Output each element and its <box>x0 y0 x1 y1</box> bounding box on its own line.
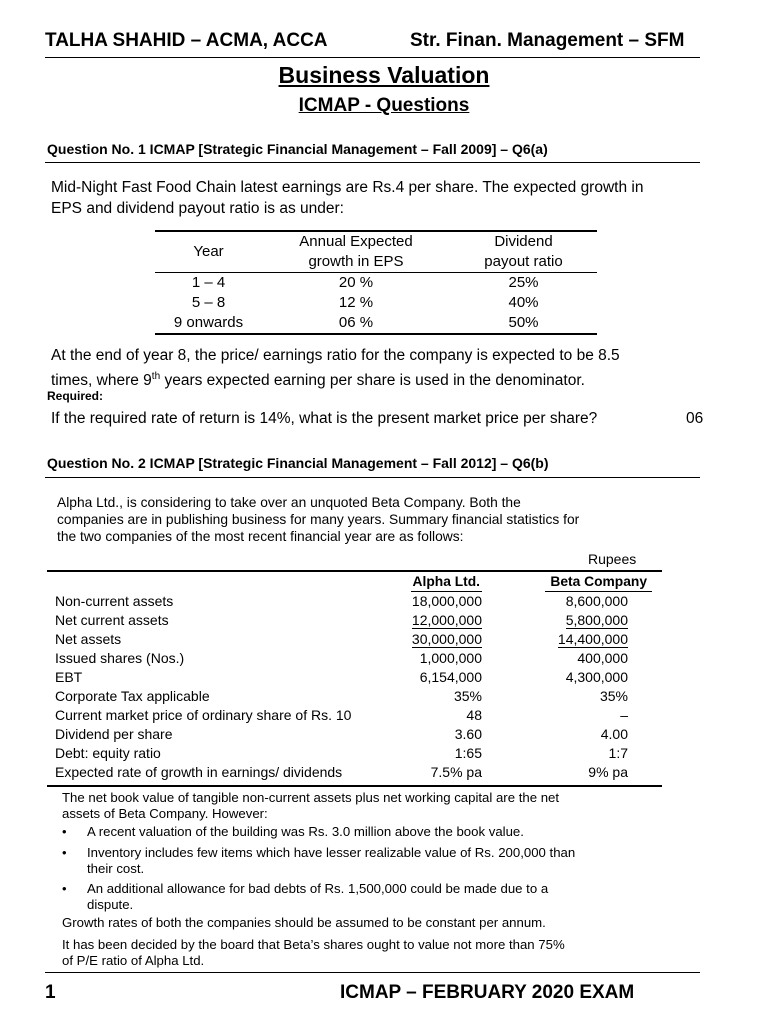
q1-year: 9 onwards <box>173 314 244 331</box>
q2-board-note <box>62 937 565 969</box>
bullet-text-cont: dispute. <box>87 897 134 912</box>
q1-table <box>155 230 597 335</box>
q2-alpha-value: 35% <box>453 688 482 704</box>
table-row <box>55 706 652 725</box>
list-item <box>87 881 548 913</box>
q1-growth: 12 % <box>338 294 374 311</box>
q1-heading: Question No. 1 ICMAP [Strategic Financial Management – Fall 2009] – Q6(a) <box>47 141 548 157</box>
header-author: TALHA SHAHID – ACMA, ACCA <box>45 30 328 51</box>
footer-exam: ICMAP – FEBRUARY 2020 EXAM <box>340 982 635 1003</box>
q1-col-div-l2: payout ratio <box>484 253 563 270</box>
q1-growth: 20 % <box>338 274 374 291</box>
q2-notes-line2: assets of Beta Company. However: <box>62 806 268 821</box>
q1-col-growth-l2: growth in EPS <box>308 253 404 270</box>
table-row <box>55 649 652 668</box>
q2-beta-cell <box>482 630 652 649</box>
bullet-icon: • <box>62 845 67 860</box>
q1-col-div-l1: Dividend <box>494 233 553 250</box>
q2-intro-line3: the two companies of the most recent financial year are as follows: <box>57 529 464 544</box>
q2-currency: Rupees <box>588 551 637 567</box>
q1-col-year: Year <box>193 243 224 260</box>
q2-beta-value: 4,300,000 <box>565 669 628 685</box>
q1-year: 5 – 8 <box>191 294 226 311</box>
page-subtitle: ICMAP - Questions <box>298 95 470 116</box>
q2-heading-rule <box>45 477 700 478</box>
q1-growth: 06 % <box>338 314 374 331</box>
q1-required-label: Required: <box>47 389 104 403</box>
q2-alpha-value: 1:65 <box>454 745 482 761</box>
q1-para-line2 <box>51 366 620 391</box>
page-title: Business Valuation <box>278 62 490 88</box>
q1-para-line1: At the end of year 8, the price/ earnings ratio for the company is expected to be 8.5 <box>51 347 620 364</box>
q1-year: 1 – 4 <box>191 274 226 291</box>
q2-board-line2: of P/E ratio of Alpha Ltd. <box>62 953 205 968</box>
q2-row-label: Issued shares (Nos.) <box>55 650 185 666</box>
bullet-text: Inventory includes few items which have lesser realizable value of Rs. 200,000 than <box>87 845 576 860</box>
q2-beta-value: 5,800,000 <box>565 612 628 628</box>
q2-beta-value: 1:7 <box>608 745 628 761</box>
q2-col-alpha-text: Alpha Ltd. <box>411 572 482 592</box>
q2-intro-line1: Alpha Ltd., is considering to take over an unquoted Beta Company. Both the <box>57 495 521 510</box>
q2-alpha-value: 1,000,000 <box>419 650 482 666</box>
q2-row-label: Debt: equity ratio <box>55 745 161 761</box>
table-row <box>55 668 652 687</box>
table-row <box>55 725 652 744</box>
table-row <box>55 763 652 782</box>
q2-row-label: EBT <box>55 669 83 685</box>
q1-para-line2-a: times, where 9 <box>51 372 152 390</box>
q2-col-beta-text: Beta Company <box>545 572 652 592</box>
header-rule <box>45 57 700 58</box>
q2-intro <box>57 494 579 545</box>
table-row <box>55 744 652 763</box>
q2-alpha-value: 48 <box>466 707 482 723</box>
q1-paragraph <box>51 345 620 391</box>
q2-intro-line2: companies are in publishing business for many years. Summary financial statistics for <box>57 512 580 527</box>
q2-beta-value: 4.00 <box>600 726 628 742</box>
q2-beta-value: 14,400,000 <box>557 631 628 647</box>
q2-beta-value: 8,600,000 <box>565 593 628 609</box>
table-row <box>155 313 597 334</box>
table-row <box>155 293 597 313</box>
q1-table-header <box>155 231 597 273</box>
list-item <box>87 845 575 877</box>
bullet-text-cont: their cost. <box>87 861 145 876</box>
q1-col-div <box>450 231 597 273</box>
q1-para-sup: th <box>151 371 161 382</box>
footer-page-number: 1 <box>45 982 56 1003</box>
q2-row-label: Corporate Tax applicable <box>55 688 210 704</box>
q2-alpha-value: 12,000,000 <box>411 612 482 628</box>
q1-col-growth-l1: Annual Expected <box>299 233 413 250</box>
header-subject: Str. Finan. Management – SFM <box>410 30 685 51</box>
q2-beta-value: 9% pa <box>588 764 628 780</box>
q2-alpha-value: 6,154,000 <box>419 669 482 685</box>
bullet-text: An additional allowance for bad debts of Rs. 1,500,000 could be made due to a <box>87 881 549 896</box>
q2-notes-line1: The net book value of tangible non-current assets plus net working capital are the net <box>62 790 560 805</box>
q1-payout: 25% <box>508 274 539 291</box>
table-row <box>55 611 652 630</box>
q2-alpha-cell <box>387 630 482 649</box>
q2-beta-value: – <box>620 707 628 723</box>
q2-row-label: Net assets <box>55 631 122 647</box>
q1-payout: 50% <box>508 314 539 331</box>
q2-alpha-value: 30,000,000 <box>411 631 482 647</box>
q2-table-bottom-rule <box>47 785 662 787</box>
q2-table <box>55 572 652 782</box>
q2-heading: Question No. 2 ICMAP [Strategic Financial Management – Fall 2012] – Q6(b) <box>47 455 549 471</box>
q1-col-growth <box>262 231 450 273</box>
q2-table-header <box>55 572 652 592</box>
q2-board-line1: It has been decided by the board that Beta’s shares ought to value not more than 75% <box>62 937 565 952</box>
table-row <box>155 273 597 294</box>
list-item <box>87 824 524 840</box>
q1-intro <box>51 177 643 219</box>
q2-alpha-cell <box>387 611 482 630</box>
q1-intro-line1: Mid-Night Fast Food Chain latest earnings are Rs.4 per share. The expected growth in <box>51 179 644 196</box>
q2-row-label: Net current assets <box>55 612 169 628</box>
q2-col-label <box>55 572 387 592</box>
q1-intro-line2: EPS and dividend payout ratio is as under: <box>51 200 344 217</box>
footer-rule <box>45 972 700 973</box>
q2-alpha-value: 7.5% pa <box>430 764 482 780</box>
q2-notes <box>62 790 559 822</box>
q2-row-label: Non-current assets <box>55 593 174 609</box>
table-row <box>55 592 652 611</box>
q1-payout: 40% <box>508 294 539 311</box>
q2-growth-note: Growth rates of both the companies should be assumed to be constant per annum. <box>62 915 546 930</box>
table-row <box>55 630 652 649</box>
q2-alpha-value: 3.60 <box>454 726 482 742</box>
q1-heading-rule <box>45 162 700 163</box>
bullet-text: A recent valuation of the building was Rs. 3.0 million above the book value. <box>87 824 524 839</box>
q2-beta-cell <box>482 611 652 630</box>
q2-beta-value: 35% <box>599 688 628 704</box>
bullet-icon: • <box>62 881 67 896</box>
table-row <box>55 687 652 706</box>
q1-required-text: If the required rate of return is 14%, what is the present market price per share? <box>51 410 598 427</box>
q2-row-label: Expected rate of growth in earnings/ dividends <box>55 764 343 780</box>
q1-para-line2-b: years expected earning per share is used in the denominator. <box>160 372 585 390</box>
q2-beta-value: 400,000 <box>577 650 628 666</box>
q2-row-label: Dividend per share <box>55 726 173 742</box>
q2-row-label: Current market price of ordinary share of Rs. 10 <box>55 707 352 723</box>
bullet-icon: • <box>62 824 67 839</box>
q2-col-alpha <box>387 572 482 592</box>
q1-marks: 06 <box>686 410 704 427</box>
q2-col-beta <box>482 572 652 592</box>
q2-alpha-value: 18,000,000 <box>411 593 482 609</box>
